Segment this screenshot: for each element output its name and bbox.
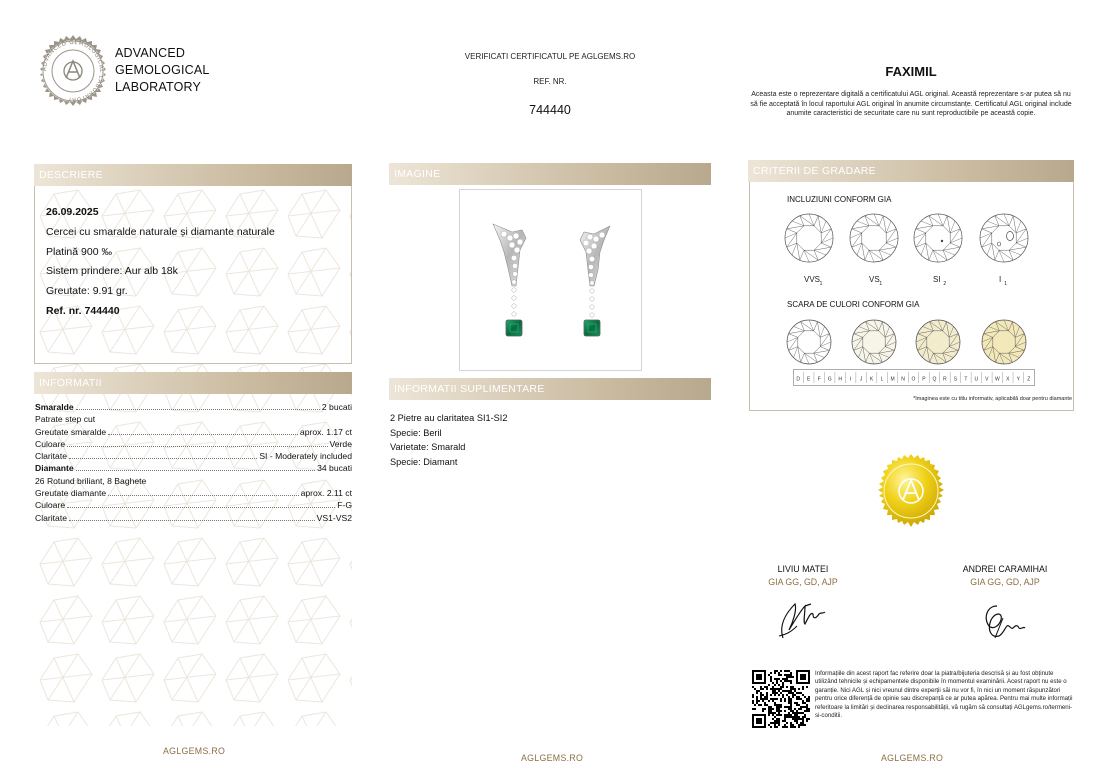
color-diamond bbox=[982, 320, 1026, 364]
inclusion-sub: 1 bbox=[819, 281, 823, 287]
footer-link-center[interactable]: AGLGEMS.RO bbox=[521, 753, 584, 763]
faximil-note: Aceasta este o reprezentare digitală a certificatului AGL original. Această reprezentare s-ar putea să nu să fie acceptată în locul raportului AGL original în anumite circumstanțe. Certificatul AGL original include anumite caracteristici de securitate care nu sunt reproductibile pe această copie. bbox=[750, 91, 1072, 117]
qr-code[interactable] bbox=[752, 670, 810, 728]
signature-liviu-matei bbox=[775, 596, 835, 642]
info-key: Culoare bbox=[35, 438, 66, 449]
descriere-line: Cercei cu smaralde naturale și diamante naturale bbox=[46, 225, 275, 238]
color-diamond bbox=[916, 320, 960, 364]
info-value: F-G bbox=[337, 500, 352, 511]
lab-name: ADVANCED GEMOLOGICAL LABORATORY bbox=[115, 46, 210, 94]
info-value: Verde bbox=[329, 438, 352, 449]
info-value: VS1-VS2 bbox=[316, 512, 352, 523]
color-scale-letter: X bbox=[1006, 376, 1010, 383]
color-scale-letter: S bbox=[953, 376, 958, 383]
supl-line: Specie: Diamant bbox=[390, 456, 458, 467]
info-value: aprox. 1.17 ct bbox=[299, 426, 352, 437]
color-scale-letter: W bbox=[994, 376, 1000, 383]
info-row bbox=[35, 499, 352, 511]
info-leader bbox=[108, 495, 298, 496]
color-scale-letter: H bbox=[838, 376, 842, 383]
ref-nr-value: 744440 bbox=[529, 103, 571, 117]
color-scale-letter: K bbox=[869, 376, 874, 383]
info-leader bbox=[69, 458, 257, 459]
imagine-header: IMAGINE bbox=[389, 163, 711, 185]
supl-line: 2 Pietre au claritatea SI1-SI2 bbox=[390, 413, 508, 423]
inclusion-diamond-si bbox=[914, 214, 962, 262]
info-key: Patrate step cut bbox=[35, 414, 96, 425]
color-scale-letter: J bbox=[859, 376, 863, 383]
info-row bbox=[35, 438, 352, 450]
info-key: Greutate diamante bbox=[35, 488, 107, 499]
color-scale-letter: M bbox=[890, 376, 895, 383]
inclusion-diamond-vvs bbox=[785, 214, 833, 262]
info-key: Greutate smaralde bbox=[35, 426, 107, 437]
info-row bbox=[35, 462, 352, 474]
color-scale-letter: I bbox=[849, 376, 852, 383]
inclusion-sub: 1 bbox=[879, 281, 883, 287]
info-row bbox=[35, 413, 352, 425]
signature-cred-2: GIA GG, GD, AJP bbox=[970, 577, 1040, 587]
info-value: aprox. 2.11 ct bbox=[300, 488, 352, 499]
color-scale-letter: L bbox=[880, 376, 884, 383]
info-row bbox=[35, 401, 352, 413]
supl-line: Specie: Beril bbox=[390, 427, 442, 438]
signature-cred-1: GIA GG, GD, AJP bbox=[768, 577, 838, 587]
info-key: Smaralde bbox=[35, 402, 74, 412]
color-scale-letter: U bbox=[974, 376, 979, 383]
culori-title: SCARA DE CULORI CONFORM GIA bbox=[787, 300, 920, 309]
info-key: 26 Rotund briliant, 8 Baghete bbox=[35, 475, 147, 486]
color-diamonds bbox=[782, 316, 1052, 368]
info-row bbox=[35, 450, 352, 462]
product-image-frame bbox=[459, 189, 642, 371]
color-scale-letter: N bbox=[901, 376, 905, 383]
info-leader bbox=[108, 434, 298, 435]
inclusion-sub: 2 bbox=[943, 281, 947, 287]
supl-line: Varietate: Smarald bbox=[390, 442, 466, 452]
informatii-suplimentare-header: INFORMATII SUPLIMENTARE bbox=[389, 378, 711, 400]
inclusion-label: VVS bbox=[804, 275, 821, 284]
descriere-line: Sistem prindere: Aur alb 18k bbox=[46, 265, 178, 278]
descriere-content bbox=[46, 203, 275, 322]
info-row bbox=[35, 426, 352, 438]
color-scale-letter: D bbox=[796, 376, 801, 383]
color-diamond bbox=[787, 320, 831, 364]
color-scale-letter: F bbox=[817, 376, 821, 383]
color-scale-letter: Z bbox=[1027, 376, 1031, 383]
inclusion-diagrams bbox=[782, 210, 1052, 290]
color-scale-letter: Q bbox=[932, 376, 937, 383]
footer-link-right[interactable]: AGLGEMS.RO bbox=[881, 753, 944, 763]
info-key: Culoare bbox=[35, 500, 66, 511]
info-value: 2 bucati bbox=[321, 402, 352, 412]
signature-name-2: ANDREI CARAMIHAI bbox=[962, 564, 1048, 574]
inclusion-diamond-i bbox=[980, 214, 1028, 262]
descriere-date: 26.09.2025 bbox=[46, 206, 99, 218]
ref-nr-label: REF. NR. bbox=[533, 77, 567, 86]
color-scale-letter: O bbox=[911, 376, 916, 383]
info-key: Claritate bbox=[35, 512, 67, 523]
color-scale-letter: V bbox=[985, 376, 989, 383]
info-key: Claritate bbox=[35, 451, 67, 462]
verify-certificate-text: VERIFICATI CERTIFICATUL PE AGLGEMS.RO bbox=[464, 52, 636, 61]
signature-name-1: LIVIU MATEI bbox=[777, 564, 829, 574]
info-leader bbox=[76, 470, 315, 471]
gold-seal-icon bbox=[872, 453, 950, 531]
info-leader bbox=[67, 446, 327, 447]
criterii-note: *Imaginea este cu titlu informativ, aplicabilă doar pentru diamante bbox=[913, 396, 1072, 402]
color-diamond bbox=[852, 320, 896, 364]
descriere-line: Platină 900 ‰ bbox=[46, 245, 112, 258]
legal-disclaimer: Informațiile din acest raport fac referire doar la piatra/bijuteria descrisă și au fost obținute utilizând tehnicile și echipamentele disponibile în momentul examinării. Acest raport nu este o garanție. Nici AGL și nici vreunul dintre experții săi nu vor fi, în nici un moment răspunzători pentru orice diferență de opinie sau discrepanță ce ar putea apărea. Pentru mai multe informații referitoare la limitări și declinarea responsabilității, vă rugăm să consultați AGLgems.ro/termeni-si-conditii. bbox=[815, 670, 1073, 720]
informatii-header: INFORMATII bbox=[34, 372, 352, 394]
descriere-header: DESCRIERE bbox=[34, 164, 352, 186]
info-leader bbox=[67, 507, 335, 508]
info-value: SI - Moderately included bbox=[259, 451, 352, 462]
color-scale-letter: G bbox=[827, 376, 832, 383]
color-scale-letter: Y bbox=[1016, 376, 1020, 383]
color-scale-letter: T bbox=[964, 376, 968, 383]
info-leader bbox=[69, 520, 315, 521]
descriere-line: Greutate: 9.91 gr. bbox=[46, 285, 128, 298]
info-leader bbox=[76, 409, 320, 410]
info-key: Diamante bbox=[35, 463, 74, 474]
color-scale-letter: R bbox=[943, 376, 947, 383]
incluziuni-title: INCLUZIUNI CONFORM GIA bbox=[787, 195, 892, 204]
criterii-header: CRITERII DE GRADARE bbox=[748, 160, 1074, 182]
color-scale-letter: P bbox=[922, 376, 926, 383]
inclusion-label: VS bbox=[869, 275, 880, 284]
inclusion-diamond-vs bbox=[850, 214, 898, 262]
faximil-title: FAXIMIL bbox=[885, 64, 937, 79]
agl-logo-seal-icon bbox=[36, 34, 110, 108]
earrings-image bbox=[460, 190, 641, 370]
informatii-table bbox=[35, 401, 352, 524]
color-scale-letter: E bbox=[807, 376, 811, 383]
footer-link-left[interactable]: AGLGEMS.RO bbox=[163, 746, 226, 756]
info-row bbox=[35, 475, 352, 487]
signature-andrei-caramihai bbox=[975, 598, 1035, 642]
inclusion-label: I bbox=[999, 275, 1002, 284]
inclusion-sub: 1 bbox=[1004, 281, 1007, 287]
color-scale-bar bbox=[793, 369, 1035, 387]
descriere-ref: Ref. nr. 744440 bbox=[46, 304, 120, 317]
info-row bbox=[35, 512, 352, 524]
informatii-suplimentare-content bbox=[390, 411, 507, 469]
inclusion-label: SI bbox=[933, 275, 941, 284]
svg-text:ADVANCED GEMOLOGICAL LABORATOR: ADVANCED GEMOLOGICAL LABORATORY bbox=[41, 39, 105, 103]
info-value: 34 bucati bbox=[317, 463, 352, 474]
info-row bbox=[35, 487, 352, 499]
